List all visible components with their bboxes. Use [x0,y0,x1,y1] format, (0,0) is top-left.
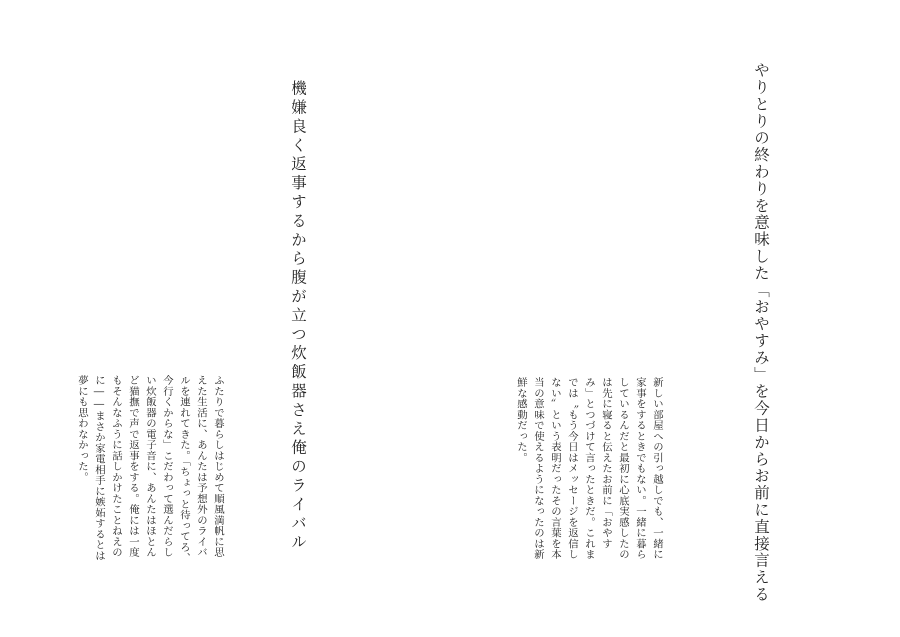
left-page-prose: ふたりで暮らしはじめて順風満帆に思 えた生活に、あんたは予想外のライバ ルを連れてきた。「ちょっと待ってろ、 今行くからな」こだわって選んだらし い炊飯器の電子音に、あんたはほとん ど猫撫で声で返事をする。俺には一度 もそんなふうに話しかけたことねえの に――まさか家電相手に嫉妬するとは 夢にも思わなかった。 [76,375,224,564]
left-page-tanka: 機嫌良く返事するから腹が立つ炊飯器さえ俺のライバル [289,80,307,553]
right-page-prose: 新しい部屋への引っ越しでも、一緒に 家事をするときでもない。一緒に暮ら しているんだと最初に心底実感したの は先に寝ると伝えたお前に「おやす み」とつづけて言ったときだ。これま では〝もう今日はメッセージを返信し ない〟という表明だったその言葉を本 当の意味で使えるようになったのは新 鮮な感動だった。 [515,377,663,560]
right-page-tanka: やりとりの終わりを意味した「おやすみ」を今日からお前に直接言える [752,62,770,603]
